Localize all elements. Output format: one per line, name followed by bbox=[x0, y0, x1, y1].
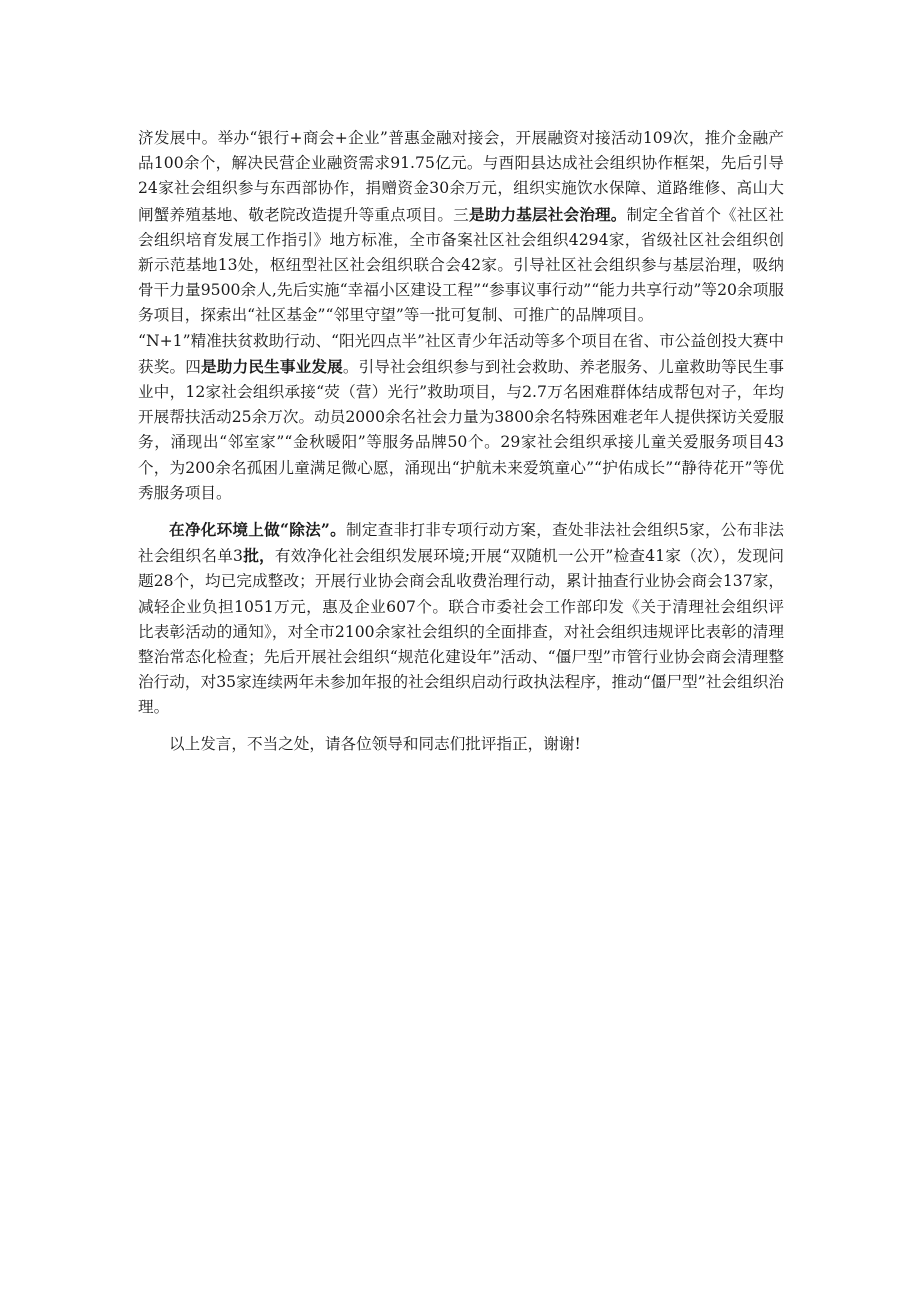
bold-heading-purify: 在净化环境上做“除法”。 bbox=[169, 520, 347, 540]
paragraph-text: 有效净化社会组织发展环境;开展“双随机一公开”检查41家（次），发现问题28个，均已完成整改；开展行业协会商会乱收费治理行动，累计抽查行业协会商会137家，减轻企业负担1051万元，惠及企业607个。联合市委社会工作部印发《关于清理社会组织评比表彰活动的通知》，对全市2100余家社会组织的全面排查，对社会组织违规评比表彰的清理整治常态化检查；先后开展社会组织“规范化建设年”活动、“僵尸型”市管行业协会商会清理整治行动，对35家连续两年未参加年报的社会组织启动行政执法程序，推动“僵尸型”社会组织治理。 bbox=[138, 547, 784, 717]
closing-text: 以上发言，不当之处，请各位领导和同志们批评指正，谢谢! bbox=[169, 734, 581, 753]
paragraph-closing bbox=[138, 732, 784, 757]
bold-heading-livelihood: 是助力民生事业发展 bbox=[201, 356, 343, 376]
bold-batch: 批， bbox=[242, 546, 275, 566]
paragraph-text: “N+1”精准扶贫救助行动、“阳光四点半”社区青少年活动等多个项目在省、市公益创投大赛中获奖。四 bbox=[138, 331, 784, 376]
bold-heading-grassroots: 是助力基层社会治理。 bbox=[468, 204, 627, 224]
paragraph-text: 制定查非打非专项行动方案，查处非法社会组织5家，公布非法社会组织名单3 bbox=[138, 521, 784, 566]
paragraph-text: 济发展中。举办“银行+商会+企业”普惠金融对接会，开展融资对接活动109次，推介金融产品100余个，解决民营企业融资需求91.75亿元。与酉阳县达成社会组织协作框架，先后引导24家社会组织参与东西部协作，捐赠资金30余万元，组织实施饮水保障、道路维修、高山大闸蟹养殖基地、敬老院改造提升等重点项目。三 bbox=[138, 129, 784, 224]
document-body bbox=[138, 126, 784, 757]
paragraph-financial-rural bbox=[138, 126, 784, 329]
paragraph-text: 制定全省首个《社区社会组织培育发展工作指引》地方标准，全市备案社区社会组织4294家，省级社区社会组织创新示范基地13处，枢纽型社区社会组织联合会42家。引导社区社会组织参与基层治理，吸纳骨干力量9500余人,先后实施“幸福小区建设工程”“参事议事行动”“能力共享行动”等20余项服务项目，探索出“社区基金”“邻里守望”等一批可复制、可推广的品牌项目。 bbox=[138, 205, 784, 325]
paragraph-text: 。引导社会组织参与到社会救助、养老服务、儿童救助等民生事业中，12家社会组织承接“荧（营）光行”救助项目，与2.7万名困难群体结成帮包对子，年均开展帮扶活动25余万次。动员2000余名社会力量为3800余名特殊困难老年人提供探访关爱服务，涌现出“邻室家”“金秋暖阳”等服务品牌50个。29家社会组织承接儿童关爱服务项目43个，为200余名孤困儿童满足微心愿，涌现出“护航未来爱筑童心”“护佑成长”“静待花开”等优秀服务项目。 bbox=[138, 357, 784, 502]
paragraph-purify-environment bbox=[138, 517, 784, 721]
paragraph-livelihood bbox=[138, 329, 784, 506]
